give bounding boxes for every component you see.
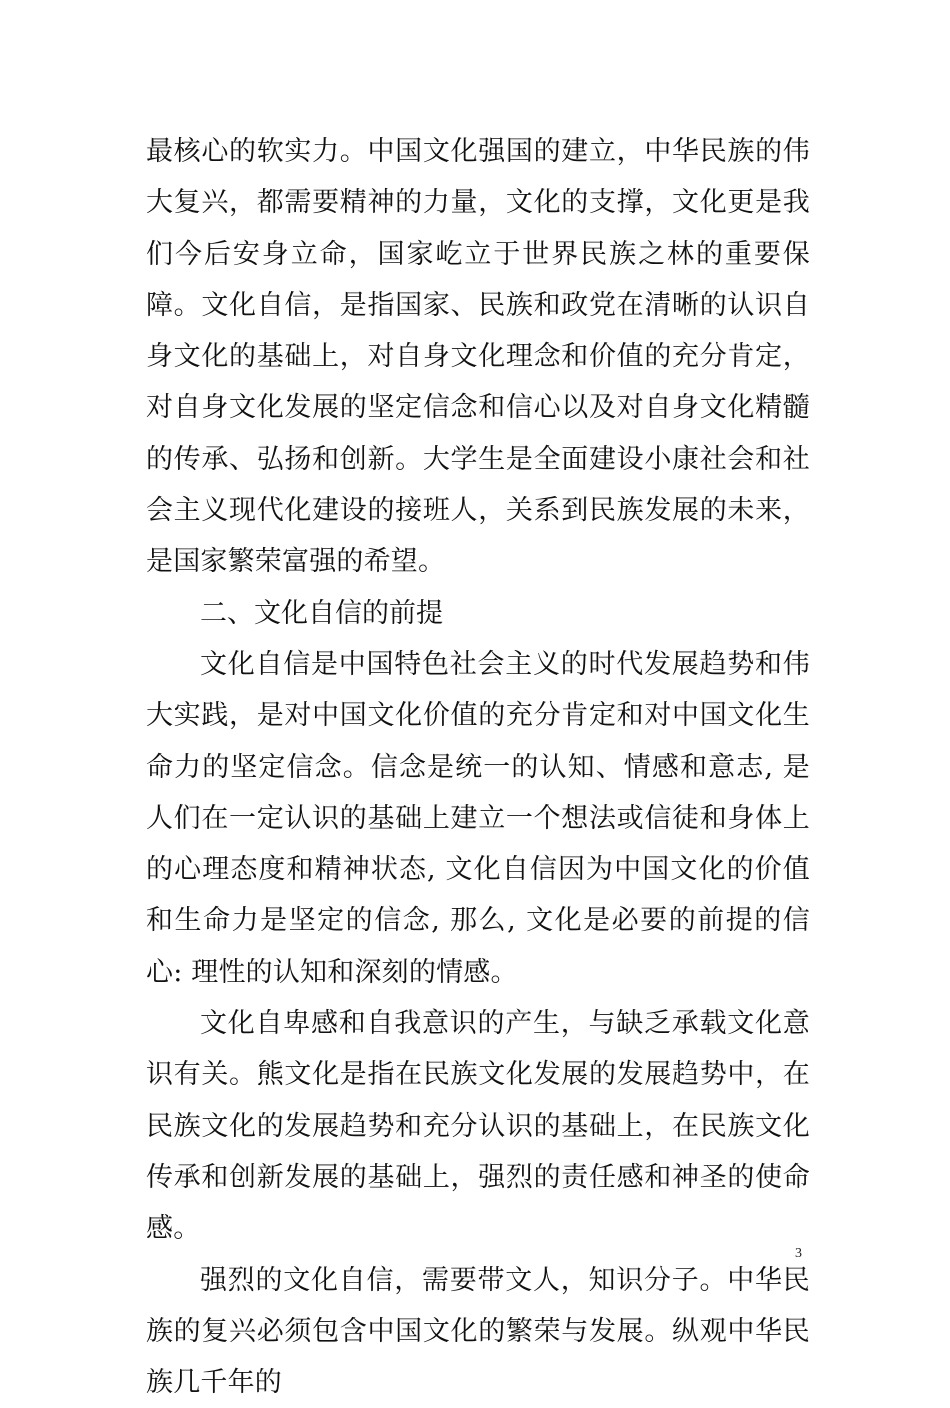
paragraph: 文化自信是中国特色社会主义的时代发展趋势和伟大实践，是对中国文化价值的充分肯定和对中国文化生命力的坚定信念。信念是统一的认知、情感和意志, 是人们在一定认识的基础上建立一个想法或信徒和身体上的心理态度和精神状态, 文化自信因为中国文化的价值和生命力是坚定的信念, 那么, 文化是必要的前提的信心: 理性的认知和深刻的情感。 — [146, 648, 810, 988]
body-text — [146, 126, 810, 1408]
paragraph-continued: 最核心的软实力。中国文化强国的建立，中华民族的伟大复兴，都需要精神的力量，文化的支撑，文化更是我们今后安身立命，国家屹立于世界民族之林的重要保障。文化自信，是指国家、民族和政党在清晰的认识自身文化的基础上，对自身文化理念和价值的充分肯定，对自身文化发展的坚定信念和信心以及对自身文化精髓的传承、弘扬和创新。大学生是全面建设小康社会和社会主义现代化建设的接班人，关系到民族发展的未来，是国家繁荣富强的希望。 — [146, 136, 810, 578]
paragraph: 强烈的文化自信，需要带文人，知识分子。中华民族的复兴必须包含中国文化的繁荣与发展。纵观中华民族几千年的 — [146, 1264, 810, 1399]
paragraph: 文化自卑感和自我意识的产生，与缺乏承载文化意识有关。熊文化是指在民族文化发展的发展趋势中，在民族文化的发展趋势和充分认识的基础上，在民族文化传承和创新发展的基础上，强烈的责任感和神圣的使命感。 — [146, 1008, 810, 1245]
section-heading: 二、文化自信的前提 — [200, 597, 443, 629]
page-number: 3 — [795, 1246, 802, 1261]
